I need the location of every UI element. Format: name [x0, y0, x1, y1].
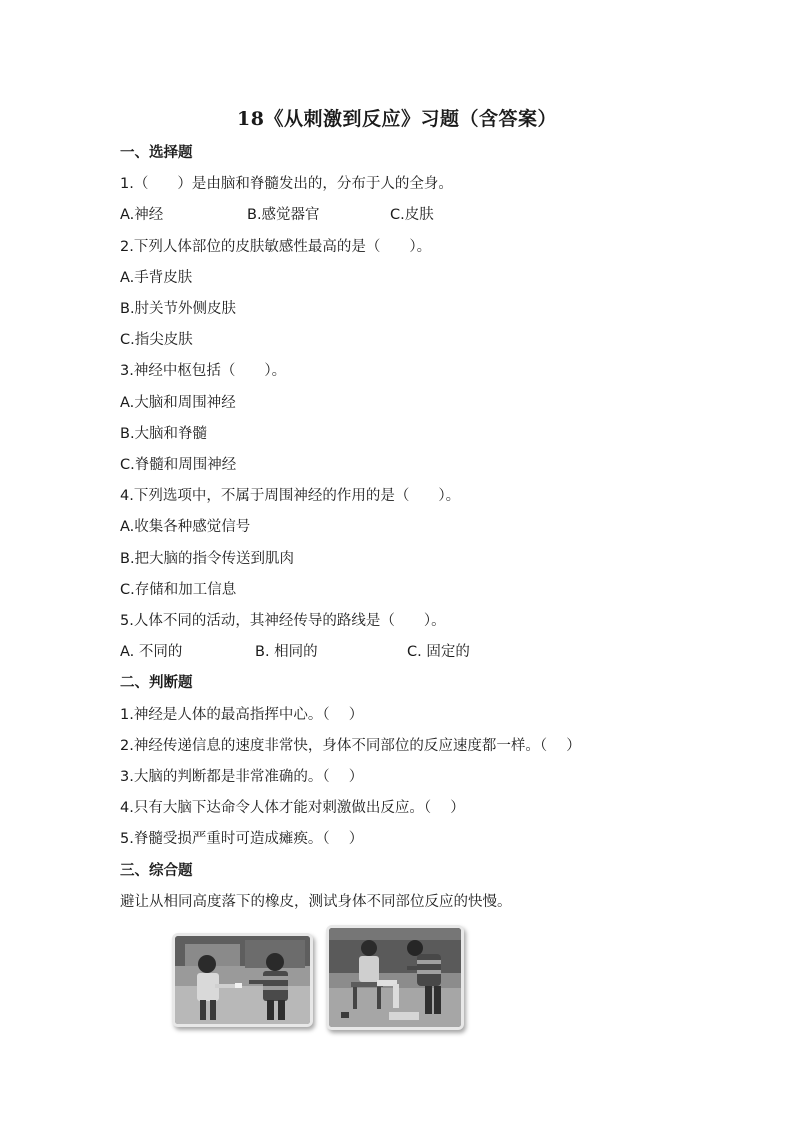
- question-2: 2.下列人体部位的皮肤敏感性最高的是（ ）。: [120, 239, 432, 255]
- judgement-item: 3.大脑的判断都是非常准确的。（ ）: [120, 769, 364, 785]
- question-5: 5.人体不同的活动，其神经传导的路线是（ ）。: [120, 613, 446, 629]
- question-2-option-c: C.指尖皮肤: [120, 332, 193, 348]
- question-4: 4.下列选项中，不属于周围神经的作用的是（ ）。: [120, 488, 461, 504]
- question-2-option-a: A.手背皮肤: [120, 270, 193, 286]
- section-heading-judgement: 二、判断题: [120, 675, 193, 691]
- option-b: B. 相同的: [255, 644, 318, 660]
- question-4-option-a: A.收集各种感觉信号: [120, 519, 251, 535]
- photo-eraser-drop-seated: [326, 925, 464, 1030]
- question-4-option-c: C.存储和加工信息: [120, 582, 237, 598]
- judgement-item: 2.神经传递信息的速度非常快，身体不同部位的反应速度都一样。（ ）: [120, 738, 581, 754]
- judgement-item: 1.神经是人体的最高指挥中心。（ ）: [120, 707, 364, 723]
- question-1: 1.（ ）是由脑和脊髓发出的，分布于人的全身。: [120, 176, 453, 192]
- comprehensive-prompt: 避让从相同高度落下的橡皮，测试身体不同部位反应的快慢。: [120, 894, 512, 910]
- option-b: B.感觉器官: [247, 207, 320, 223]
- question-2-option-b: B.肘关节外侧皮肤: [120, 301, 237, 317]
- photo-eraser-drop-standing: [172, 933, 313, 1027]
- option-c: C. 固定的: [407, 644, 470, 660]
- section-heading-choice: 一、选择题: [120, 145, 193, 161]
- option-c: C.皮肤: [390, 207, 434, 223]
- page-title: 18《从刺激到反应》习题（含答案）: [237, 108, 557, 130]
- question-3-option-c: C.脊髓和周围神经: [120, 457, 237, 473]
- judgement-item: 4.只有大脑下达命令人体才能对刺激做出反应。（ ）: [120, 800, 465, 816]
- section-heading-comprehensive: 三、综合题: [120, 863, 193, 879]
- question-3: 3.神经中枢包括（ ）。: [120, 363, 287, 379]
- option-a: A.神经: [120, 207, 164, 223]
- question-3-option-a: A.大脑和周围神经: [120, 395, 236, 411]
- judgement-item: 5.脊髓受损严重时可造成瘫痪。（ ）: [120, 831, 364, 847]
- option-a: A. 不同的: [120, 644, 183, 660]
- question-3-option-b: B.大脑和脊髓: [120, 426, 208, 442]
- question-4-option-b: B.把大脑的指令传送到肌肉: [120, 551, 295, 567]
